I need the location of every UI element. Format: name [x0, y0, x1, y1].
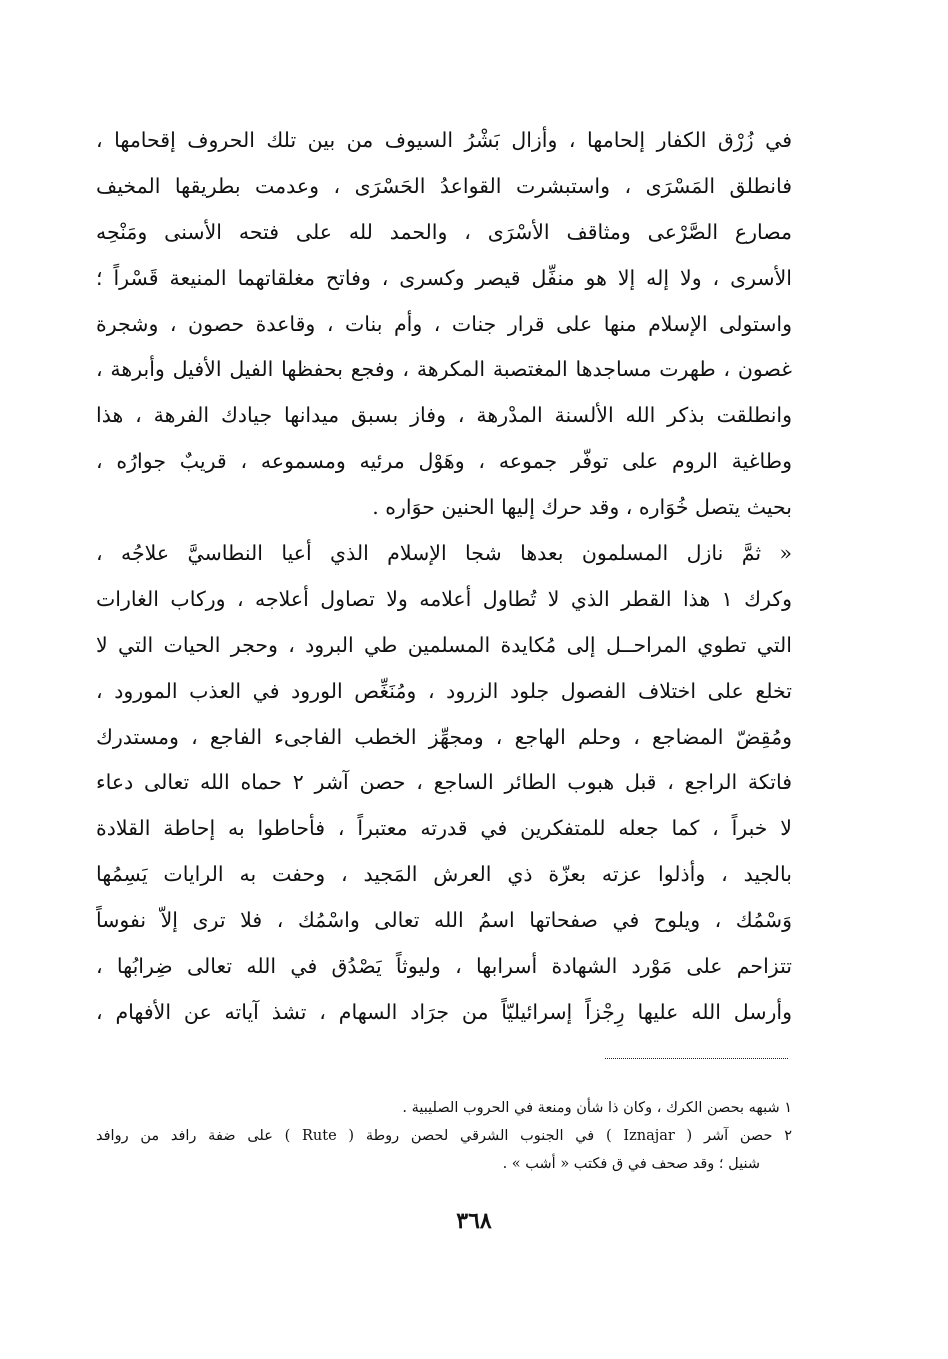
text-line: « ثمَّ نازل المسلمون بعدها شجا الإسلام الذي أعيا النطاسيَّ علاجُه ،: [96, 541, 792, 566]
text-line: تتزاحم على مَوْرد الشهادة أسرابها ، وليوثاً يَصْدُق في الله تعالى ضِرابُها ،: [96, 954, 792, 979]
text-line: وطاغية الروم على توفّر جموعه ، وهَوْل مرئيه ومسموعه ، قريبٌ جوارُه ،: [96, 449, 792, 474]
footnote-2: ٢ حصن آشر ( Iznajar ) في الجنوب الشرقي لحصن روطة ( Rute ) على ضفة رافد من روافد: [96, 1128, 792, 1144]
text-line: الأسرى ، ولا إله إلا هو منفِّل قيصر وكسرى ، وفاتح مغلقاتهما المنيعة قَسْراً ؛: [96, 265, 792, 290]
main-text-block: [96, 118, 792, 1036]
text-line: غصون ، طهرت مساجدها المغتصبة المكرهة ، وفجع بحفظها الفيل الأفيل وأبرهة ،: [96, 357, 792, 382]
text-line: وانطلقت بذكر الله الألسنة المدْرهة ، وفاز بسبق ميدانها جيادك الفرهة ، هذا: [96, 403, 792, 428]
text-line: ومُقِضّ المضاجع ، وحلم الهاجع ، ومجهِّز الخطب الفاجىء الفاجع ، ومستدرك: [96, 724, 792, 749]
footnote-separator: [605, 1058, 788, 1059]
text-line: تخلع على اختلاف الفصول جلود الزرود ، ومُنَغِّص الورود في العذب المورود ،: [96, 678, 792, 703]
text-line: فانطلق المَسْرَى ، واستبشرت القواعدُ الحَسْرَى ، وعدمت بطريقها المخيف: [96, 173, 792, 198]
page-number: ٣٦٨: [456, 1208, 492, 1234]
paragraph-end-line: بحيث يتصل خُوَاره ، وقد حرك إليها الحنين حوَاره .: [372, 495, 792, 520]
text-line: وأرسل الله عليها رِجْزاً إسرائيليّاً من جرَاد السهام ، تشذ آياته عن الأفهام ،: [96, 999, 792, 1024]
text-line: واستولى الإسلام منها على قرار جنات ، وأم بنات ، وقاعدة حصون ، وشجرة: [96, 311, 792, 336]
text-line: لا خبراً ، كما جعله للمتفكرين في قدرته معتبراً ، فأحاطوا به إحاطة القلادة: [96, 816, 792, 841]
text-line: في زُرْق الكفار إلحامها ، وأزال بَشْرُ السيوف من بين تلك الحروف إقحامها ،: [96, 128, 792, 152]
text-line: التي تطوي المراحــل إلى مُكايدة المسلمين طي البرود ، وحجر الحيات التي لا: [96, 632, 792, 657]
footnote-2-continuation: شنيل ؛ وقد صحف في ق فكتب « أشب » .: [502, 1156, 760, 1172]
text-line: وَسْمُك ، ويلوح في صفحاتها اسمُ الله تعالى واسْمُك ، فلا ترى إلاّ نفوساً: [96, 908, 792, 933]
footnotes-block: [96, 1094, 792, 1178]
text-line: مصارع الصَّرْعى ومثاقف الأسْرَى ، والحمد لله على فتحه الأسنى ومَنْحِه: [96, 219, 792, 244]
text-line: فاتكة الراجع ، قبل هبوب الطائر الساجع ، حصن آشر ٢ حماه الله تعالى دعاء: [96, 770, 792, 795]
text-line: بالجيد ، وأذلوا عزته بعزّة ذي العرش المَجيد ، وحفت به الرايات يَسِمُها: [96, 862, 792, 887]
text-line: وكرك ١ هذا القطر الذي لا تُطاول أعلامه ولا تصاول أعلاجه ، وركاب الغارات: [96, 586, 792, 611]
footnote-1: ١ شبهه بحصن الكرك ، وكان ذا شأن ومنعة في الحروب الصليبية .: [402, 1100, 792, 1116]
